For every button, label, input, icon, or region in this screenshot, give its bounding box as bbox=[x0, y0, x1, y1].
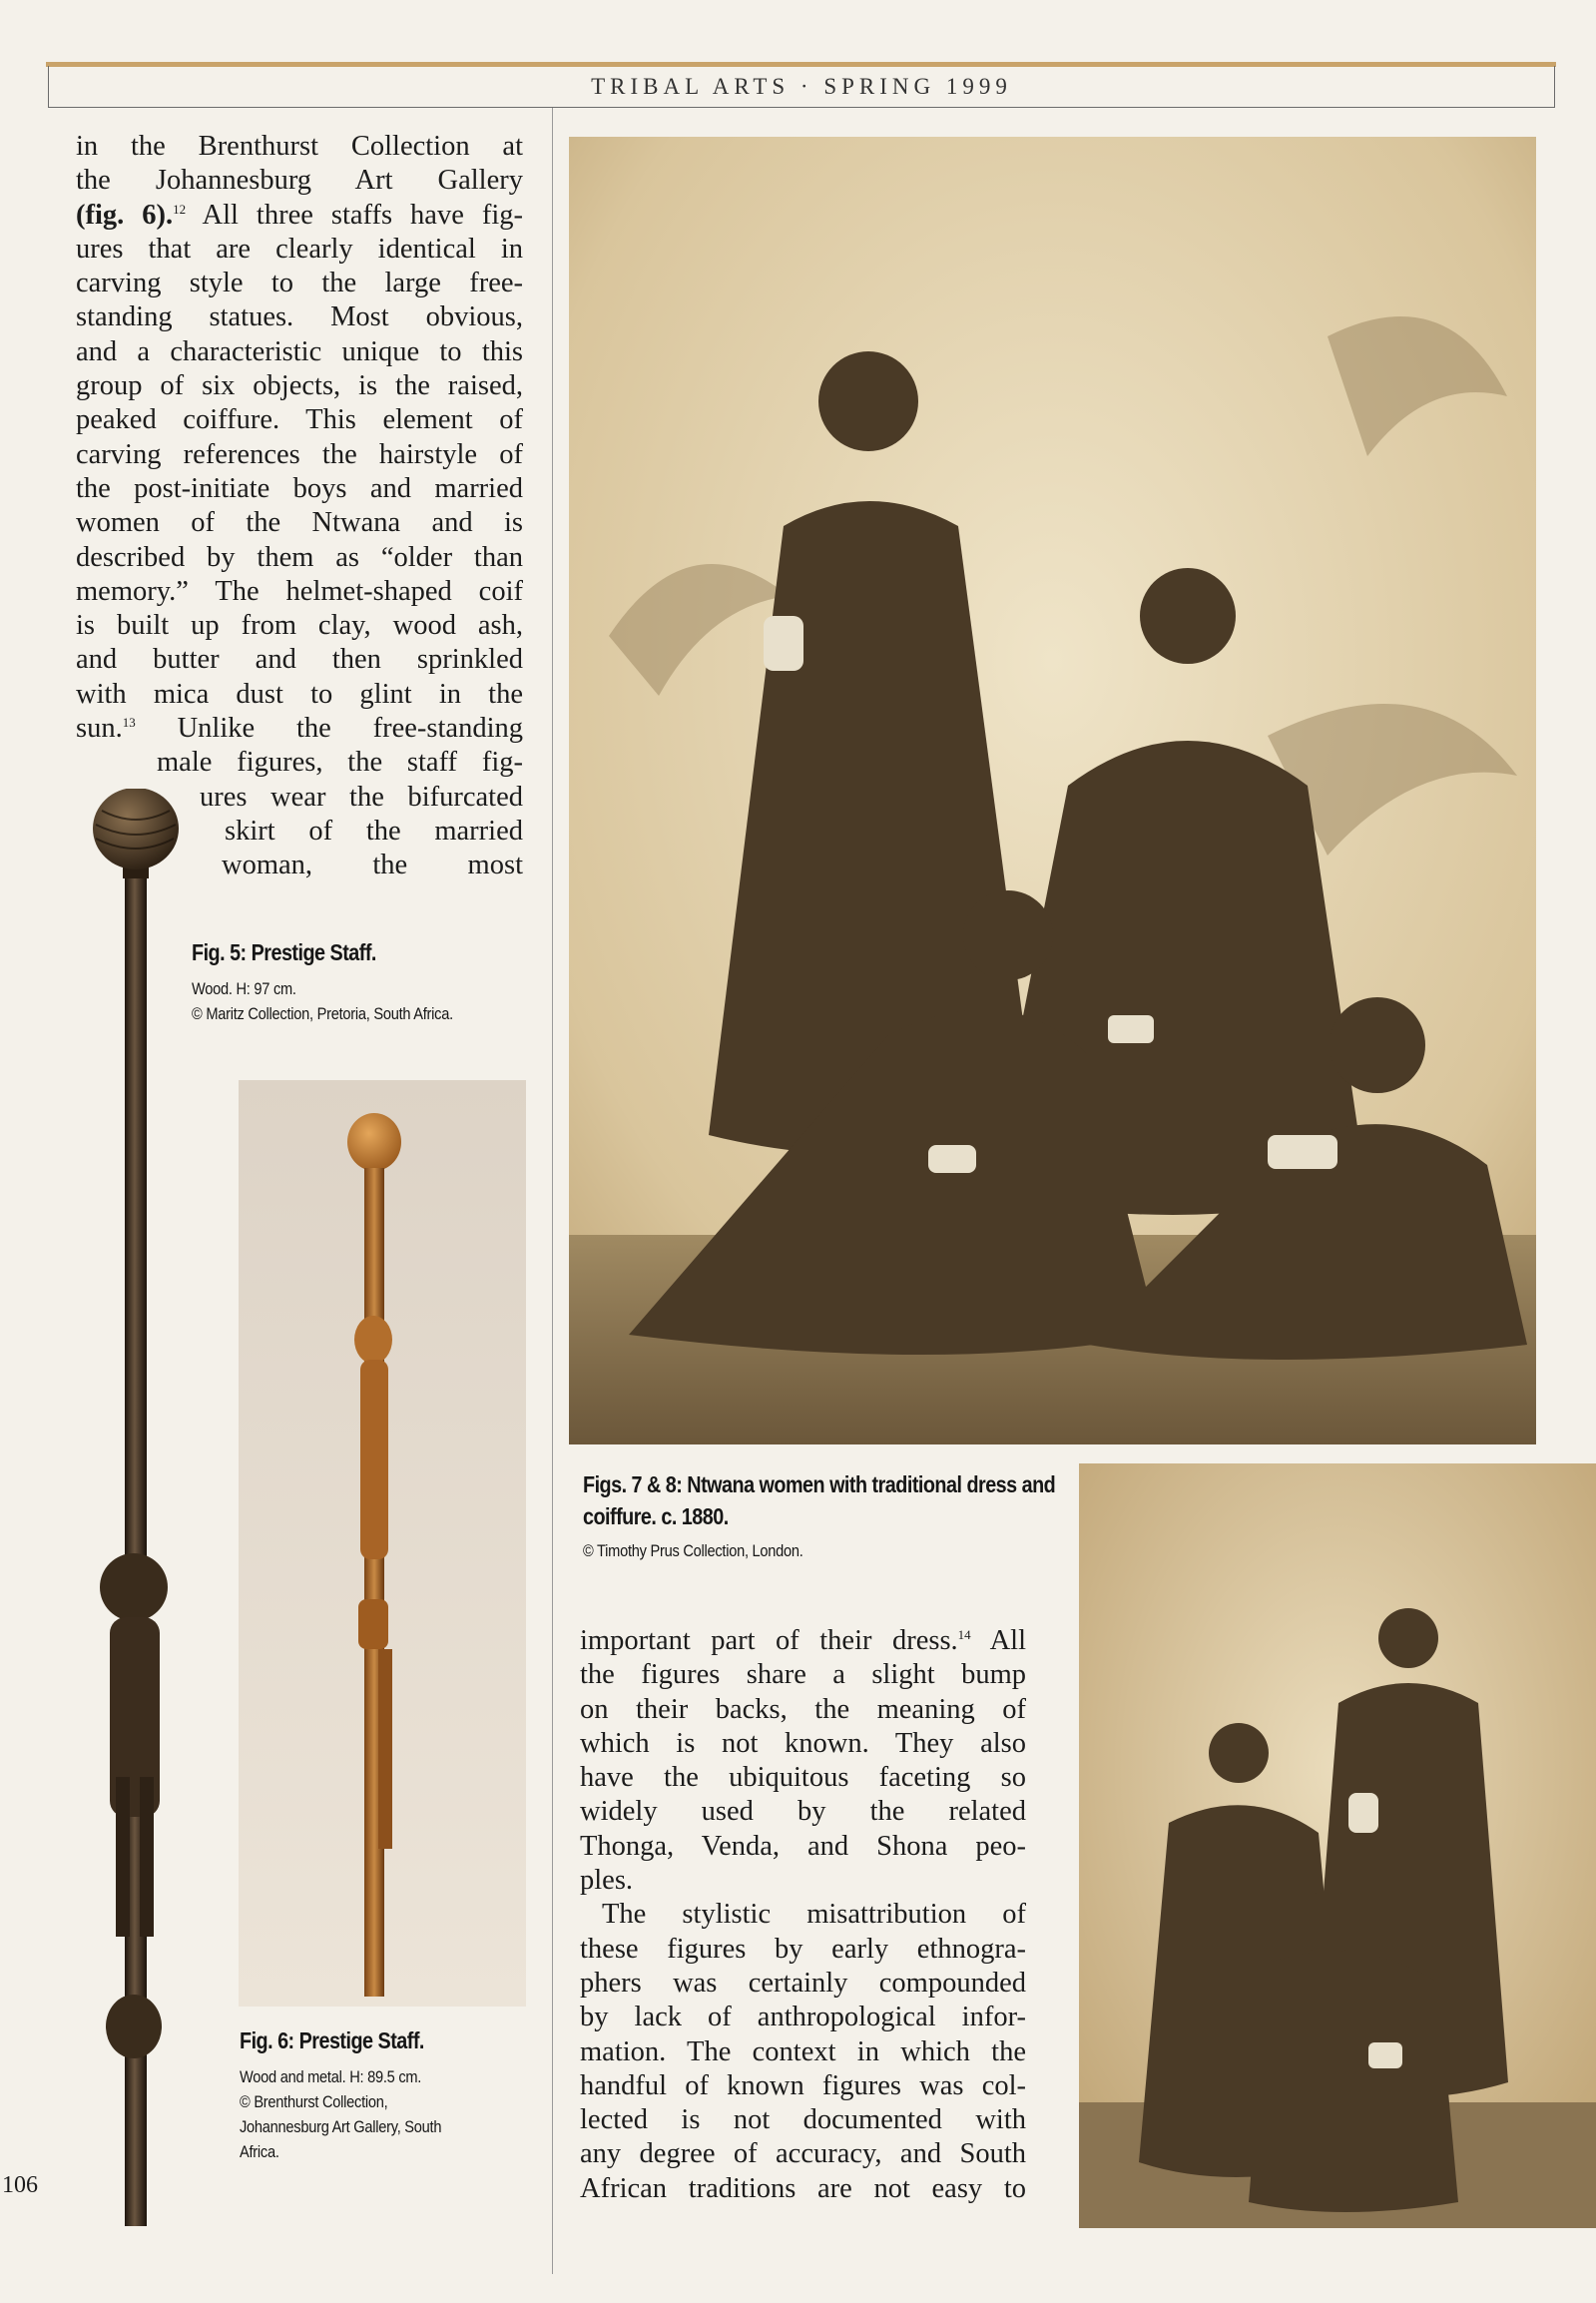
text-line: described by them as “older than bbox=[76, 541, 523, 573]
caption-title: coiffure. c. 1880. bbox=[583, 1503, 729, 1529]
caption-title: Figs. 7 & 8: Ntwana women with traditional dress and bbox=[583, 1471, 1056, 1497]
text-line: memory.” The helmet-shaped coif bbox=[76, 575, 523, 607]
text-line: any degree of accuracy, and South bbox=[580, 2138, 1026, 2170]
caption-fig78 bbox=[583, 1468, 1132, 1563]
caption-detail: Wood and metal. H: 89.5 cm. bbox=[240, 2067, 422, 2086]
body-text-right bbox=[580, 1624, 1026, 2206]
text-line: carving style to the large free- bbox=[76, 268, 523, 299]
text-line: women of the Ntwana and is bbox=[76, 507, 523, 539]
text-line: woman, the most bbox=[222, 850, 523, 881]
text-line: sun.$^{13}$ Unlike the free-standing bbox=[76, 713, 523, 745]
header-frame-bottom bbox=[48, 107, 1555, 108]
footnote-marker: 13 bbox=[122, 715, 136, 731]
prestige-staff-light-image bbox=[239, 1080, 526, 2007]
caption-credit: Johannesburg Art Gallery, South bbox=[240, 2117, 442, 2136]
caption-title: Fig. 6: Prestige Staff. bbox=[240, 2027, 424, 2053]
text-line: the figures share a slight bump bbox=[580, 1659, 1026, 1691]
caption-credit: Africa. bbox=[240, 2142, 279, 2161]
text-line: these figures by early ethnogra- bbox=[580, 1933, 1026, 1965]
text-line: Thonga, Venda, and Shona peo- bbox=[580, 1830, 1026, 1862]
text-line: lected is not documented with bbox=[580, 2104, 1026, 2136]
text-line: group of six objects, is the raised, bbox=[76, 370, 523, 402]
ntwana-women-photograph bbox=[569, 137, 1536, 1444]
running-head: TRIBAL ARTS · SPRING 1999 bbox=[591, 74, 1012, 99]
header-rule bbox=[46, 62, 1556, 67]
text-line: carving references the hairstyle of bbox=[76, 438, 523, 470]
text-line: handful of known figures was col- bbox=[580, 2069, 1026, 2101]
caption-title: Fig. 5: Prestige Staff. bbox=[192, 939, 376, 965]
text-line: ures that are clearly identical in bbox=[76, 233, 523, 265]
caption-credit: © Timothy Prus Collection, London. bbox=[583, 1541, 803, 1560]
fig-reference: (fig. 6). bbox=[76, 199, 174, 231]
footnote-marker: 14 bbox=[957, 1627, 971, 1642]
text-line: ples. bbox=[580, 1865, 634, 1897]
text-line: the post-initiate boys and married bbox=[76, 472, 523, 504]
ntwana-women-small-photograph bbox=[1079, 1463, 1596, 2228]
caption-fig6 bbox=[240, 2027, 474, 2164]
body-text-left bbox=[76, 130, 523, 883]
text-line: and a characteristic unique to this bbox=[76, 335, 523, 367]
text-line: male figures, the staff fig- bbox=[157, 747, 523, 779]
text-line: peaked coiffure. This element of bbox=[76, 404, 523, 436]
text-line: with mica dust to glint in the bbox=[76, 678, 523, 710]
caption-credit: © Brenthurst Collection, bbox=[240, 2092, 388, 2111]
text-line: in the Brenthurst Collection at bbox=[76, 131, 523, 162]
text-line: is built up from clay, wood ash, bbox=[76, 610, 523, 642]
text-line: African traditions are not easy to bbox=[580, 2172, 1026, 2204]
text-line: the Johannesburg Art Gallery bbox=[76, 165, 523, 197]
text-line: ures wear the bifurcated bbox=[200, 781, 523, 813]
page-number: 106 bbox=[2, 2172, 38, 2198]
column-divider bbox=[552, 108, 553, 2274]
text-line: on their backs, the meaning of bbox=[580, 1693, 1026, 1725]
text-line: The stylistic misattribution of bbox=[602, 1899, 1026, 1931]
prestige-staff-dark-image bbox=[74, 789, 198, 2226]
text-line: (fig. 6).$^{12}$ All three staffs have fig- bbox=[76, 199, 523, 231]
text-line: by lack of anthropological infor- bbox=[580, 2002, 1026, 2033]
text-line: phers was certainly compounded bbox=[580, 1967, 1026, 1999]
text-line: which is not known. They also bbox=[580, 1727, 1026, 1759]
text-line: widely used by the related bbox=[580, 1796, 1026, 1828]
text-line: skirt of the married bbox=[225, 815, 523, 847]
caption-detail: Wood. H: 97 cm. bbox=[192, 979, 296, 998]
text-line: mation. The context in which the bbox=[580, 2035, 1026, 2067]
text-line: have the ubiquitous faceting so bbox=[580, 1762, 1026, 1794]
text-line: and butter and then sprinkled bbox=[76, 644, 523, 676]
footnote-marker: 12 bbox=[173, 201, 187, 217]
caption-credit: © Maritz Collection, Pretoria, South Africa. bbox=[192, 1004, 453, 1023]
text-line: important part of their dress.$^{14}$ All bbox=[580, 1625, 1026, 1656]
caption-fig5 bbox=[192, 939, 496, 1026]
text-line: standing statues. Most obvious, bbox=[76, 301, 523, 333]
